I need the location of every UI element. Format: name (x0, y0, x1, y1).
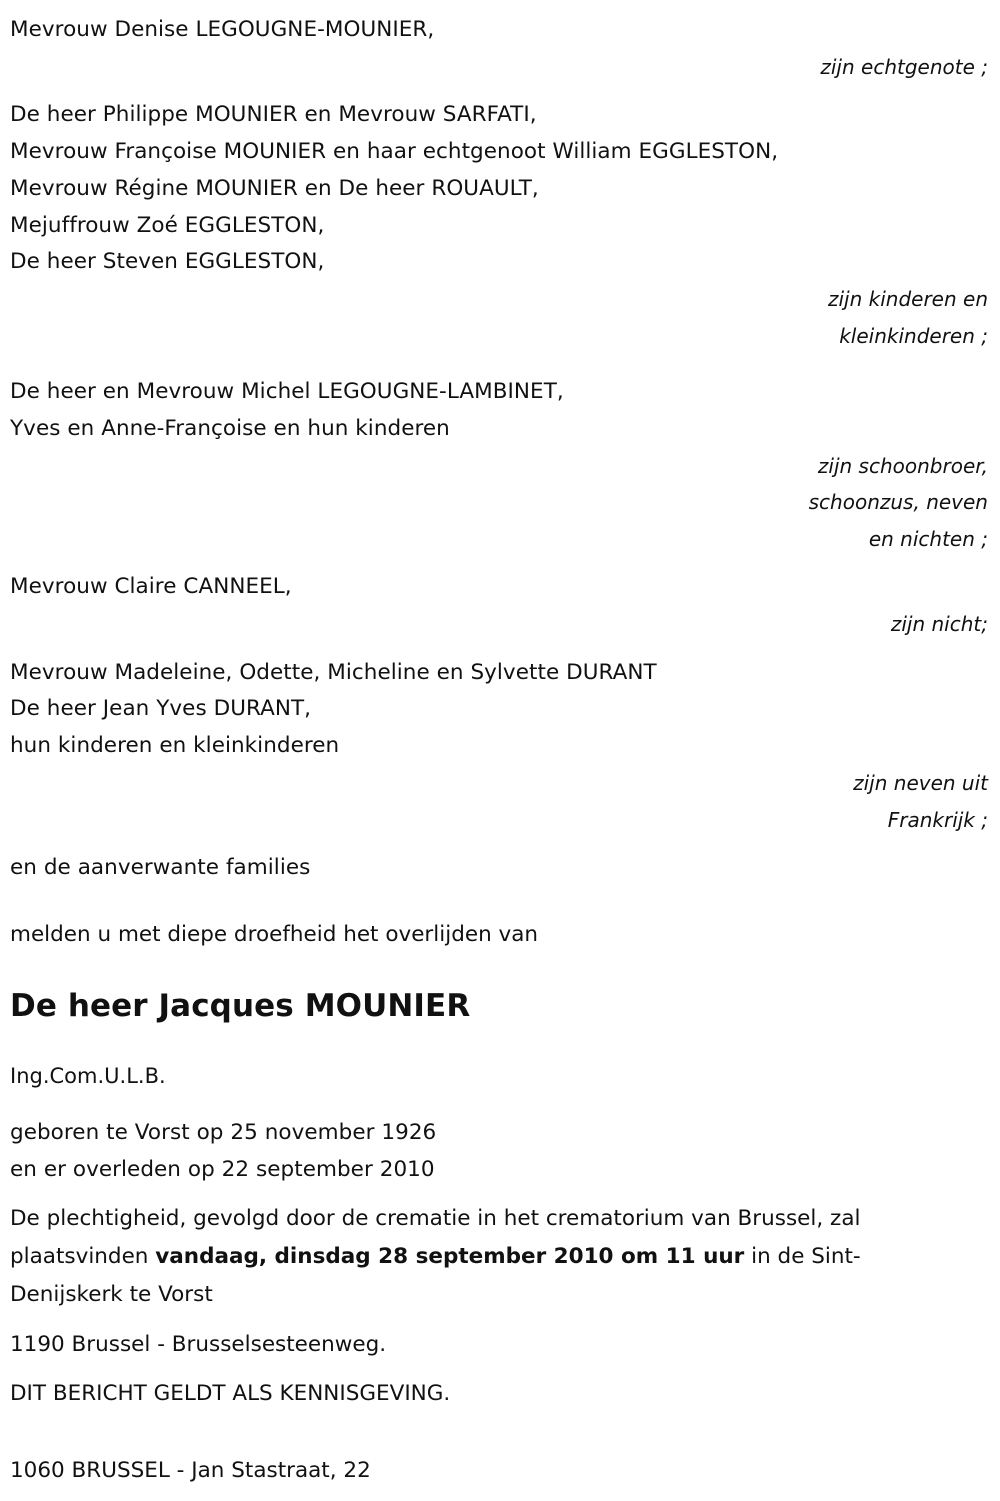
spacer (10, 838, 992, 850)
spacer (10, 1094, 992, 1114)
relation-label-cousins-2: Frankrijk ; (887, 807, 988, 832)
ceremony-paragraph (10, 1200, 970, 1314)
survivor-name: De heer Philippe MOUNIER en Mevrouw SARFATI, (10, 102, 537, 128)
deceased-qualification: Ing.Com.U.L.B. (10, 1063, 166, 1088)
relation-label-inlaws-1: zijn schoonbroer, (817, 453, 988, 478)
deceased-name: De heer Jacques MOUNIER (10, 987, 471, 1024)
ceremony-datetime-highlight: vandaag, dinsdag 28 september 2010 om 11 uur (155, 1243, 745, 1269)
relation-label-cousins-1: zijn neven uit (853, 771, 988, 796)
spacer (10, 1188, 992, 1200)
relation-label-niece: zijn nicht; (890, 612, 988, 637)
death-line: en er overleden op 22 september 2010 (10, 1156, 435, 1182)
spacer (10, 954, 992, 984)
spacer (10, 354, 992, 374)
relation-label-inlaws-2: schoonzus, neven (808, 490, 988, 515)
spacer (10, 1412, 992, 1452)
french-cousins-block (10, 655, 992, 838)
notice-statement: DIT BERICHT GELDT ALS KENNISGEVING. (10, 1380, 451, 1406)
survivor-name: Mejuffrouw Zoé EGGLESTON, (10, 212, 325, 238)
spacer (10, 1028, 992, 1058)
spacer (10, 887, 992, 917)
announcement-line: melden u met diepe droefheid het overlijden van (10, 921, 539, 947)
ceremony-text-part2: in de Sint-Denijskerk te Vorst (10, 1243, 861, 1307)
relation-label-spouse: zijn echtgenote ; (820, 54, 988, 79)
relation-label-children-1: zijn kinderen en (828, 287, 988, 312)
survivor-name: Mevrouw Claire CANNEEL, (10, 574, 292, 600)
survivor-name: Mevrouw Françoise MOUNIER en haar echtgenoot William EGGLESTON, (10, 139, 779, 165)
survivor-name: Mevrouw Madeleine, Odette, Micheline en Sylvette DURANT (10, 659, 657, 685)
survivor-name: Yves en Anne-Françoise en hun kinderen (10, 416, 450, 442)
spacer (10, 85, 992, 97)
niece-block (10, 569, 992, 642)
spacer (10, 643, 992, 655)
survivor-name: De heer Jean Yves DURANT, (10, 696, 312, 722)
children-block (10, 97, 992, 354)
ceremony-text-part1: De plechtigheid, gevolgd door de crematie in het crematorium van Brussel, zal plaatsvinden (10, 1205, 861, 1269)
survivor-name: De heer en Mevrouw Michel LEGOUGNE-LAMBINET, (10, 379, 564, 405)
related-families-line: en de aanverwante families (10, 855, 311, 881)
survivor-name: Mevrouw Régine MOUNIER en De heer ROUAULT, (10, 175, 539, 201)
birth-line: geboren te Vorst op 25 november 1926 (10, 1119, 437, 1145)
inlaws-block (10, 374, 992, 557)
family-address: 1060 BRUSSEL - Jan Stastraat, 22 (10, 1457, 371, 1483)
relation-label-inlaws-3: en nichten ; (868, 526, 988, 551)
survivor-name: De heer Steven EGGLESTON, (10, 249, 325, 275)
spacer (10, 1363, 992, 1375)
relation-label-children-2: kleinkinderen ; (839, 323, 988, 348)
spouse-block (10, 12, 992, 85)
survivor-name: hun kinderen en kleinkinderen (10, 733, 340, 759)
ceremony-address: 1190 Brussel - Brusselsesteenweg. (10, 1331, 387, 1357)
survivor-name: Mevrouw Denise LEGOUGNE-MOUNIER, (10, 17, 435, 42)
spacer (10, 557, 992, 569)
spacer (10, 1314, 992, 1326)
deceased-dates (10, 1114, 992, 1188)
